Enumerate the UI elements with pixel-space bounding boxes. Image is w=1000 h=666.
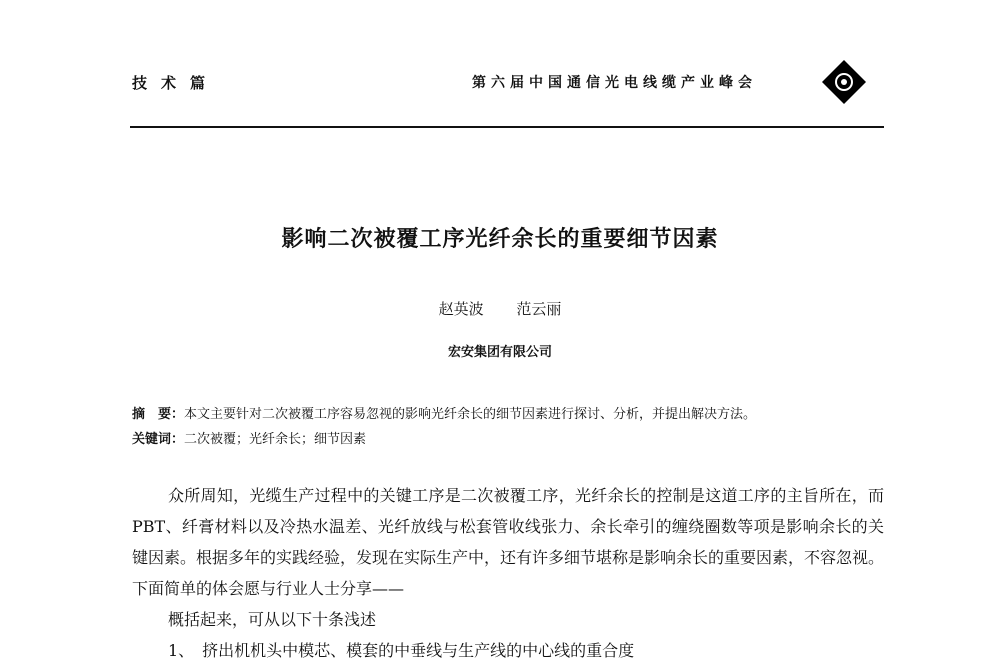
affiliation: 宏安集团有限公司 (447, 345, 552, 360)
body-paragraph: 概括起来，可从以下十条浅述 (168, 610, 377, 629)
author-name: 范云丽 (516, 300, 562, 318)
paper-title: 影响二次被覆工序光纤余长的重要细节因素 (281, 227, 719, 252)
author-name: 赵英波 (438, 300, 484, 318)
list-item: 1、 挤出机机头中模芯、模套的中垂线与生产线的中心线的重合度 (168, 641, 635, 660)
keywords (132, 428, 366, 447)
author-list (0, 298, 1000, 319)
header-rule (130, 126, 884, 128)
keywords-text: 二次被覆；光纤余长；细节因素 (184, 432, 367, 447)
abstract (132, 403, 756, 422)
keywords-label: 关键词： (132, 432, 185, 447)
conference-logo-icon (820, 58, 868, 106)
header-conference-title: 第六届中国通信光电线缆产业峰会 (472, 75, 757, 91)
body-text (132, 480, 884, 666)
abstract-label: 摘 要： (132, 407, 185, 422)
body-paragraph: 众所周知，光缆生产过程中的关键工序是二次被覆工序，光纤余长的控制是这道工序的主旨所在，而PBT、纤膏材料以及冷热水温差、光纤放线与松套管收线张力、余长牵引的缠绕圈数等项是影响余长的关键因素。根据多年的实践经验，发现在实际生产中，还有许多细节堪称是影响余长的重要因素，不容忽视。下面简单的体会愿与行业人士分享—— (132, 486, 885, 598)
header-section-label: 技术篇 (132, 74, 220, 92)
abstract-text: 本文主要针对二次被覆工序容易忽视的影响光纤余长的细节因素进行探讨、分析，并提出解决方法。 (184, 407, 757, 422)
